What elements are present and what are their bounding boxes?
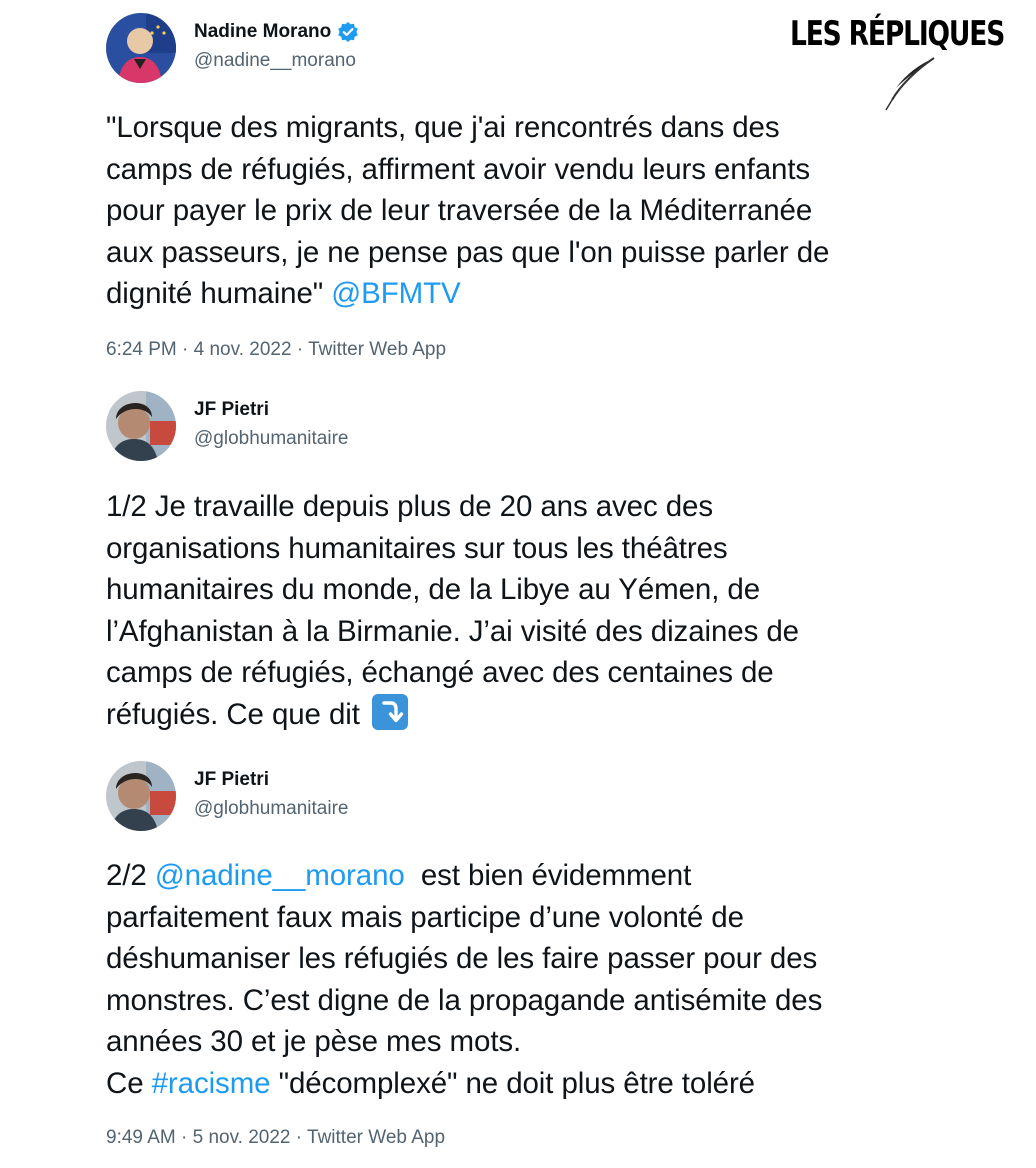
avatar[interactable] — [106, 391, 176, 461]
tweet-timestamp[interactable]: 9:49 AM · 5 nov. 2022 · Twitter Web App — [106, 1127, 446, 1148]
tweet-text-segment: Ce — [106, 1066, 152, 1100]
author-name-text[interactable]: Nadine Morano — [194, 21, 332, 42]
author-name-text[interactable]: JF Pietri — [194, 769, 269, 790]
brand-logo-text: LES RÉPLIQUES — [790, 14, 1005, 54]
tweet-text-line — [106, 694, 986, 736]
tweet-text-segment: est bien évidemment — [404, 859, 692, 892]
tweet-timestamp[interactable]: 6:24 PM · 4 nov. 2022 · Twitter Web App — [106, 339, 447, 360]
tweet-text-line: 1/2 Je travaille depuis plus de 20 ans avec des — [106, 490, 713, 523]
tweet-text-line: monstres. C’est digne de la propagande antisémite des — [106, 983, 823, 1017]
avatar[interactable] — [106, 13, 176, 83]
tweet-text-line: "Lorsque des migrants, que j'ai rencontrés dans des — [106, 111, 780, 144]
tweet-text-line — [106, 855, 986, 897]
author-handle[interactable]: @globhumanitaire — [194, 428, 349, 449]
quill-icon — [876, 56, 940, 112]
tweet-text-line: organisations humanitaires sur tous les théâtres — [106, 531, 728, 565]
tweet-text-line: années 30 et je pèse mes mots. — [106, 1025, 522, 1058]
tweet-text-line: aux passeurs, je ne pense pas que l'on puisse parler de — [106, 235, 830, 269]
tweet-text — [106, 107, 986, 315]
mention-link[interactable]: @nadine__morano — [154, 859, 405, 892]
tweet-text-line — [106, 1063, 986, 1105]
tweet-text-line — [106, 273, 986, 315]
tweet-text-line: pour payer le prix de leur traversée de la Méditerranée — [106, 194, 813, 227]
author-handle[interactable]: @globhumanitaire — [194, 798, 349, 819]
author-name[interactable] — [194, 769, 269, 791]
author-name[interactable] — [194, 399, 269, 421]
tweet-text — [106, 486, 986, 735]
author-name[interactable] — [194, 21, 359, 43]
tweet-text-line: camps de réfugiés, affirment avoir vendu leurs enfants — [106, 152, 811, 186]
tweet-text-line: camps de réfugiés, échangé avec des centaines de — [106, 656, 774, 689]
right-arrow-curving-down-icon — [372, 694, 408, 730]
author-name-text[interactable]: JF Pietri — [194, 399, 269, 420]
verified-badge-icon — [337, 21, 359, 43]
hashtag-link[interactable]: #racisme — [151, 1066, 271, 1100]
tweet-text-line: parfaitement faux mais participe d’une volonté de — [106, 900, 744, 934]
tweet-text-segment: "décomplexé" ne doit plus être toléré — [270, 1066, 755, 1100]
avatar[interactable] — [106, 761, 176, 831]
tweet-text-line: humanitaires du monde, de la Libye au Yémen, de — [106, 573, 761, 606]
tweet-text-segment: 2/2 — [106, 859, 155, 892]
tweet-text — [106, 855, 986, 1104]
tweet-text-line: déshumaniser les réfugiés de les faire passer pour des — [106, 942, 818, 975]
author-handle[interactable]: @nadine__morano — [194, 50, 356, 71]
mention-link[interactable]: @BFMTV — [331, 277, 461, 310]
tweet-text-segment: réfugiés. Ce que dit — [106, 697, 368, 731]
tweet-text-segment: dignité humaine" — [106, 277, 332, 310]
tweet-text-line: l’Afghanistan à la Birmanie. J’ai visité des dizaines de — [106, 614, 799, 648]
